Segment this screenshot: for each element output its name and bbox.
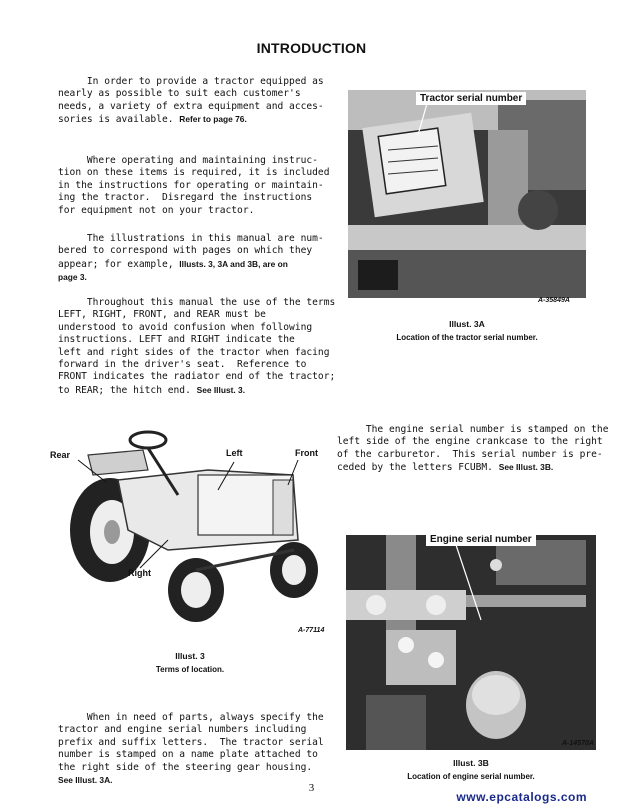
illustration-reference: See Illust. 3. xyxy=(196,384,246,395)
paragraph-terms xyxy=(58,297,335,397)
tractor-illustration xyxy=(48,420,333,630)
caption-title: Illust. 3B xyxy=(453,758,489,768)
page-number: 3 xyxy=(308,782,315,794)
paragraph-instructions xyxy=(58,155,329,217)
paragraph-text: Throughout this manual the use of the terms LEFT, RIGHT, FRONT, and REAR must be understood to avoid confusion when following instructions. LEFT and RIGHT indicate the left and right sides of the tractor when facing forward in the driver's seat. Reference to FRONT indicates the radiator end of the tractor; to REAR; the hitch end. xyxy=(58,297,336,396)
engine-serial-photo xyxy=(346,535,596,750)
paragraph-parts xyxy=(58,712,324,787)
illustration-reference: Illusts. 3, 3A and 3B, are on xyxy=(179,258,288,269)
paragraph-text: The illustrations in this manual are num- bered to correspond with pages on which they appear; for example, xyxy=(58,233,324,270)
paragraph-text: When in need of parts, always specify the tractor and engine serial numbers including prefix and suffix letters. The tractor serial number is stamped on a name plate attached to the right side of the steering gear housing. xyxy=(58,712,324,773)
illust-3b-caption xyxy=(346,757,596,783)
caption-title: Illust. 3A xyxy=(449,319,485,329)
serial-plate-photo-icon xyxy=(348,90,586,298)
paragraph-text: The engine serial number is stamped on the left side of the engine crankcase to the right of the carburetor. This serial number is pre- ceded by the letters FCUBM. xyxy=(337,424,609,474)
paragraph-equipment xyxy=(58,76,324,127)
illust-3a-caption xyxy=(348,318,586,344)
illustration-reference-cont: page 3. xyxy=(58,272,87,283)
label-right: Right xyxy=(128,568,151,578)
figure-code: A-14570A xyxy=(562,740,594,747)
illustration-reference: See Illust. 3B. xyxy=(498,462,554,473)
tractor-drawing-icon xyxy=(48,420,333,630)
figure-code: A-35849A xyxy=(538,297,570,304)
paragraph-text: In order to provide a tractor equipped as nearly as possible to suit each customer's needs, a variety of extra equipment and acces- sories is available. xyxy=(58,76,324,126)
label-front: Front xyxy=(295,448,318,458)
engine-serial-callout: Engine serial number xyxy=(426,535,536,546)
caption-title: Illust. 3 xyxy=(175,651,205,661)
page-title: INTRODUCTION xyxy=(256,40,367,56)
figure-code: A-77114 xyxy=(298,627,325,634)
label-rear: Rear xyxy=(50,450,71,460)
paragraph-engine-serial xyxy=(337,424,608,475)
watermark-link[interactable]: www.epcatalogs.com xyxy=(456,790,587,804)
paragraph-illustrations xyxy=(58,233,324,285)
caption-text: Location of the tractor serial number. xyxy=(396,333,538,342)
tractor-serial-callout: Tractor serial number xyxy=(416,92,526,105)
carburetor-photo-icon xyxy=(346,535,596,750)
tractor-serial-photo xyxy=(348,90,586,298)
page-reference: Refer to page 76. xyxy=(179,114,247,125)
paragraph-text: Where operating and maintaining instruc- tion on these items is required, it is included in the instructions for operating or maintain- ing the tractor. Disregard the instructions for equipment not on your tractor. xyxy=(58,155,330,216)
label-left: Left xyxy=(226,448,243,458)
caption-text: Terms of location. xyxy=(155,665,225,674)
caption-text: Location of engine serial number. xyxy=(407,772,535,781)
illustration-reference: See Illust. 3A. xyxy=(58,775,113,786)
illust-3-caption xyxy=(110,650,270,676)
